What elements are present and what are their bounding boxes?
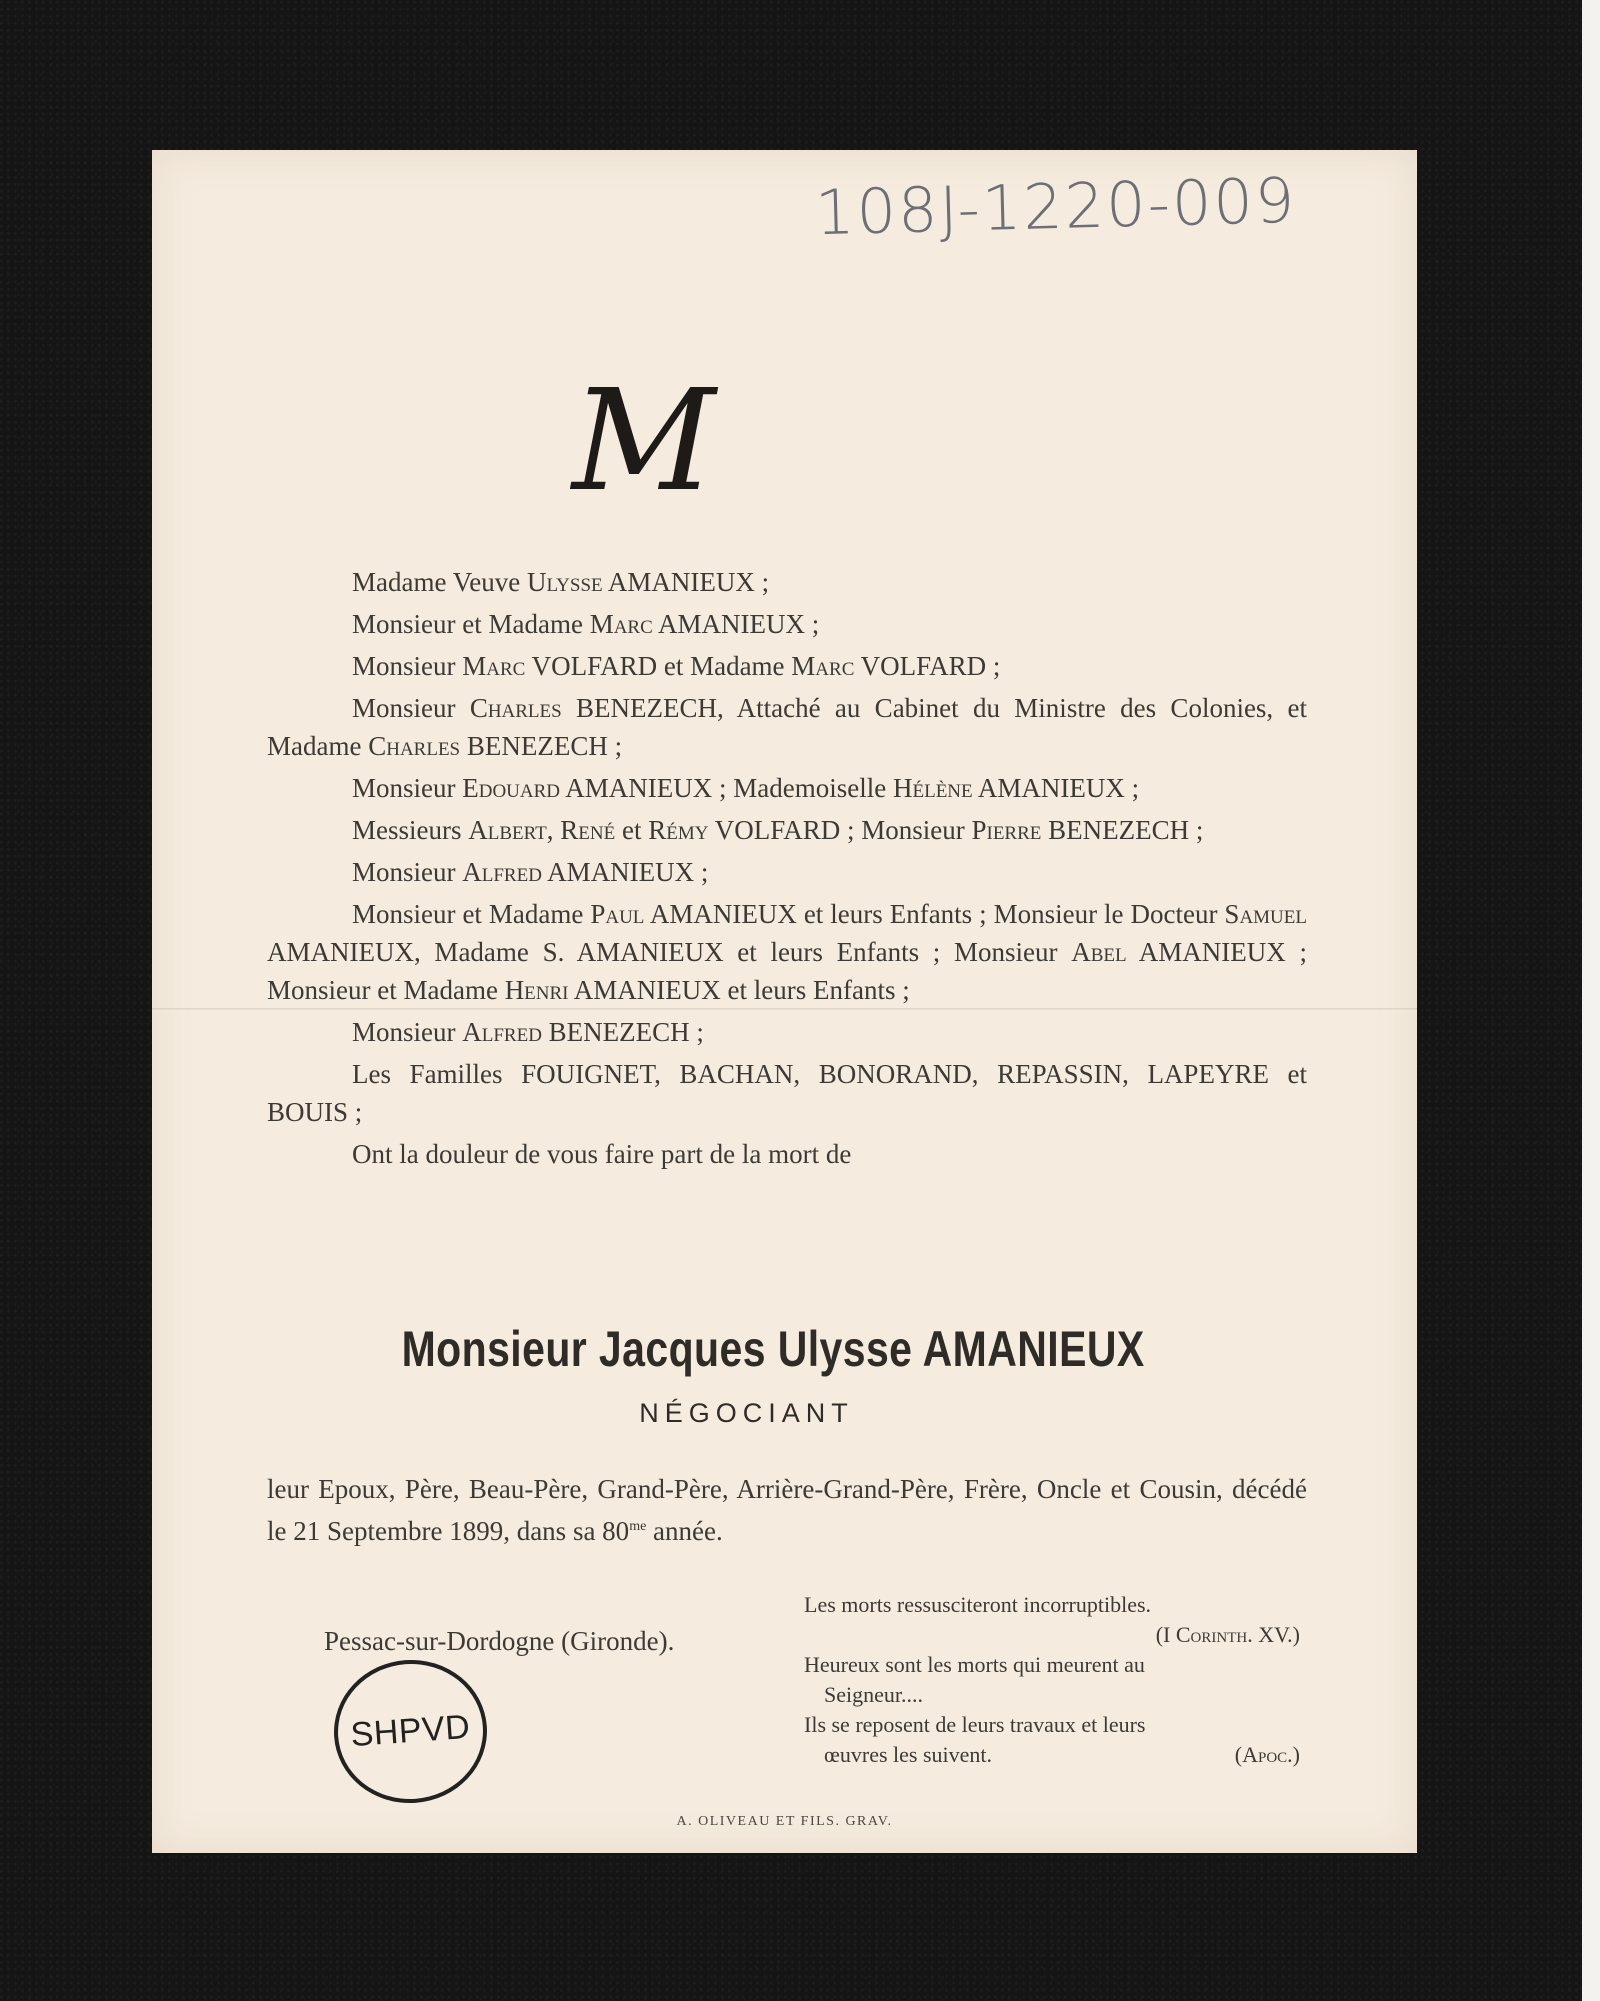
announcement-phrase: Ont la douleur de vous faire part de la mort de — [352, 1139, 852, 1169]
family-line: Monsieur Marc VOLFARD et Madame Marc VOLFARD ; — [352, 651, 1001, 681]
verse-reference: (Apoc.) — [1234, 1742, 1300, 1767]
archive-reference-handwritten: 108J-1220-009 — [814, 163, 1298, 250]
verse-line: Ils se reposent de leurs travaux et leurs — [804, 1712, 1146, 1737]
salutation-script-initial: M — [572, 360, 716, 523]
verse-line: œuvres les suivent. — [824, 1742, 993, 1767]
place-of-death: Pessac-sur-Dordogne (Gironde). — [324, 1626, 675, 1656]
family-line: Messieurs Albert, René et Rémy VOLFARD ; Monsieur Pierre BENEZECH ; — [352, 815, 1204, 845]
family-line: Madame Veuve Ulysse AMANIEUX ; — [352, 567, 770, 597]
family-line: Les Familles FOUIGNET, BACHAN, BONORAND, REPASSIN, LAPEYRE et BOUIS ; — [267, 1059, 1307, 1127]
stamp-text: SHPVD — [349, 1707, 472, 1755]
family-line: Monsieur et Madame Marc AMANIEUX ; — [352, 609, 820, 639]
verse-reference: (I Corinth. XV.) — [1155, 1622, 1300, 1647]
family-line: Monsieur et Madame Paul AMANIEUX et leurs Enfants ; Monsieur le Docteur Samuel AMANIEUX, Madame S. AMANIEUX et leurs Enfants ; Monsieur Abel AMANIEUX ; Monsieur et Madame Henri AMANIEUX et leurs Enfants ; — [267, 899, 1307, 1005]
archive-stamp — [329, 1655, 492, 1808]
verse-line-with-reference — [804, 1740, 1300, 1770]
deceased-name: Monsieur Jacques Ulysse AMANIEUX — [401, 1321, 1145, 1377]
family-line: Monsieur Alfred BENEZECH ; — [352, 1017, 704, 1047]
engraver-credit: A. OLIVEAU ET FILS. GRAV. — [676, 1814, 893, 1829]
family-line: Monsieur Edouard AMANIEUX ; Mademoiselle Hélène AMANIEUX ; — [352, 773, 1140, 803]
scripture-verses — [804, 1590, 1300, 1770]
verse-line: Heureux sont les morts qui meurent au — [804, 1652, 1145, 1677]
verse-line: Les morts ressusciteront incorruptibles. — [804, 1592, 1152, 1617]
family-line: Monsieur Charles BENEZECH, Attaché au Cabinet du Ministre des Colonies, et Madame Charles BENEZECH ; — [267, 693, 1307, 761]
verse-line: Seigneur.... — [824, 1682, 923, 1707]
death-notice: leur Epoux, Père, Beau-Père, Grand-Père, Arrière-Grand-Père, Frère, Oncle et Cousin, décédé le 21 Septembre 1899, dans sa $80^{me}$ année. — [267, 1474, 1307, 1546]
family-list — [267, 563, 1307, 1177]
family-line: Monsieur Alfred AMANIEUX ; — [352, 857, 709, 887]
deceased-profession: NÉGOCIANT — [639, 1398, 854, 1428]
announcement-paper — [152, 150, 1417, 1853]
